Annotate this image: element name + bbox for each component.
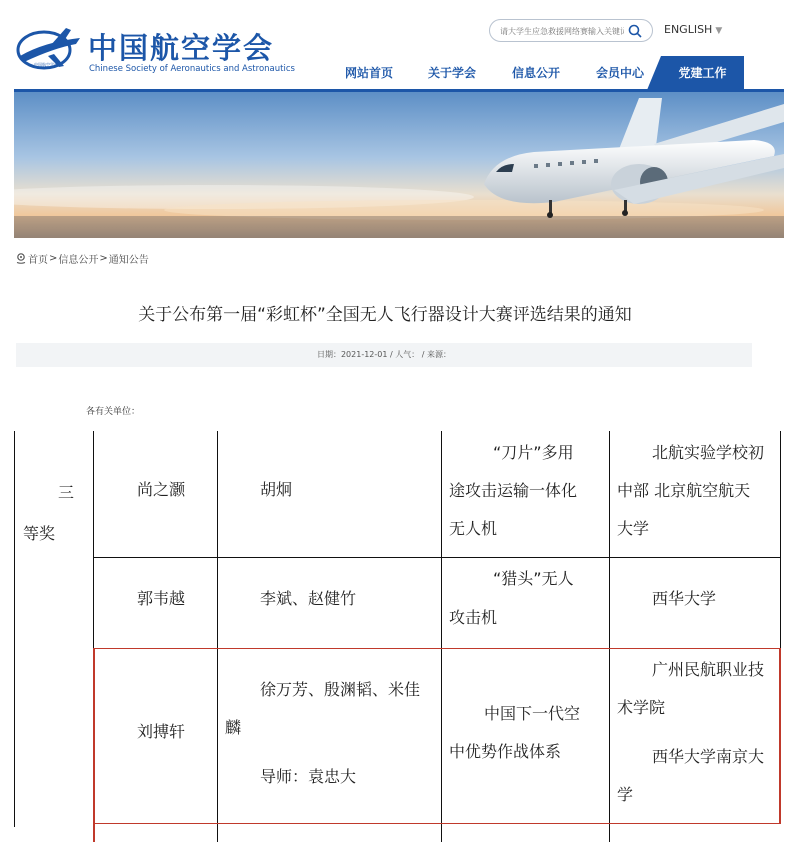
highlight-border bbox=[93, 648, 781, 649]
breadcrumb bbox=[16, 251, 149, 266]
table-border bbox=[609, 431, 610, 842]
highlight-border bbox=[93, 648, 95, 842]
society-logo-icon[interactable] bbox=[14, 20, 84, 76]
table-border bbox=[93, 431, 94, 649]
table-cell-members: 胡炯 bbox=[260, 480, 293, 499]
table-cell-work: 中国下一代空 bbox=[484, 704, 581, 723]
breadcrumb-notices[interactable]: 通知公告 bbox=[108, 255, 149, 266]
table-border bbox=[441, 431, 442, 842]
highlight-border bbox=[779, 648, 781, 824]
table-border bbox=[780, 431, 781, 649]
nav-item-about[interactable]: 关于学会 bbox=[428, 66, 477, 80]
table-cell-school: 北航实验学校初 bbox=[652, 443, 765, 462]
table-border bbox=[93, 557, 781, 558]
breadcrumb-home[interactable]: 首页 bbox=[28, 255, 48, 266]
table-cell-school: 中部 北京航空航天 bbox=[617, 481, 751, 500]
search-box bbox=[489, 19, 653, 42]
article-meta: 日期：2021-12-01 / 人气： / 来源： bbox=[16, 343, 752, 367]
chevron-down-icon: ▼ bbox=[715, 26, 723, 36]
table-cell-members: 李斌、赵健竹 bbox=[260, 589, 357, 608]
table-cell-school: 西华大学 bbox=[652, 589, 717, 608]
table-cell-work: “猎头”无人 bbox=[493, 569, 574, 588]
table-cell-leader: 刘搏轩 bbox=[137, 722, 186, 741]
language-label: ENGLISH bbox=[664, 23, 713, 36]
table-cell-work: 中优势作战体系 bbox=[449, 742, 562, 761]
table-cell-school: 大学 bbox=[617, 519, 650, 538]
nav-item-party[interactable]: 党建工作 bbox=[661, 56, 744, 90]
search-input[interactable] bbox=[500, 23, 624, 39]
breadcrumb-separator: > bbox=[49, 253, 58, 264]
breadcrumb-separator: > bbox=[99, 253, 108, 264]
table-border bbox=[217, 431, 218, 842]
table-cell-members: 导师：袁忠大 bbox=[260, 767, 357, 786]
award-level: 三 bbox=[58, 483, 75, 502]
table-cell-leader: 郭韦越 bbox=[137, 589, 186, 608]
nav-active-tab-edge bbox=[647, 56, 661, 90]
award-level: 等奖 bbox=[23, 524, 56, 543]
nav-item-info[interactable]: 信息公开 bbox=[512, 66, 561, 80]
nav-item-home[interactable]: 网站首页 bbox=[345, 66, 394, 80]
table-border bbox=[14, 431, 15, 827]
article-salutation: 各有关单位： bbox=[86, 407, 141, 417]
table-cell-work: “刀片”多用 bbox=[493, 443, 574, 462]
table-cell-school: 西华大学南京大 bbox=[652, 747, 765, 766]
article-title: 关于公布第一届“彩虹杯”全国无人飞行器设计大赛评选结果的通知 bbox=[138, 305, 632, 325]
svg-text:中国航空学会: 中国航空学会 bbox=[34, 62, 58, 67]
table-cell-work: 攻击机 bbox=[449, 608, 498, 627]
table-cell-work: 途攻击运输一体化 bbox=[449, 481, 578, 500]
search-icon[interactable] bbox=[628, 24, 642, 38]
table-cell-work: 无人机 bbox=[449, 519, 498, 538]
location-pin-icon bbox=[16, 253, 26, 264]
results-table bbox=[0, 431, 800, 842]
banner-image bbox=[14, 92, 784, 238]
site-header bbox=[0, 0, 800, 90]
language-switcher[interactable] bbox=[664, 23, 722, 36]
highlight-border bbox=[93, 823, 781, 824]
table-cell-members: 徐万芳、殷渊韬、米佳 bbox=[260, 680, 421, 699]
table-cell-school: 术学院 bbox=[617, 698, 666, 717]
table-cell-members: 麟 bbox=[225, 718, 242, 737]
table-cell-leader: 尚之灏 bbox=[137, 480, 186, 499]
logo-english-name[interactable]: Chinese Society of Aeronautics and Astronautics bbox=[89, 64, 295, 74]
nav-item-member[interactable]: 会员中心 bbox=[596, 66, 645, 80]
logo-chinese-name[interactable]: 中国航空学会 bbox=[88, 31, 275, 65]
breadcrumb-info[interactable]: 信息公开 bbox=[58, 255, 99, 266]
table-cell-school: 广州民航职业技 bbox=[652, 660, 765, 679]
table-cell-school: 学 bbox=[617, 785, 634, 804]
